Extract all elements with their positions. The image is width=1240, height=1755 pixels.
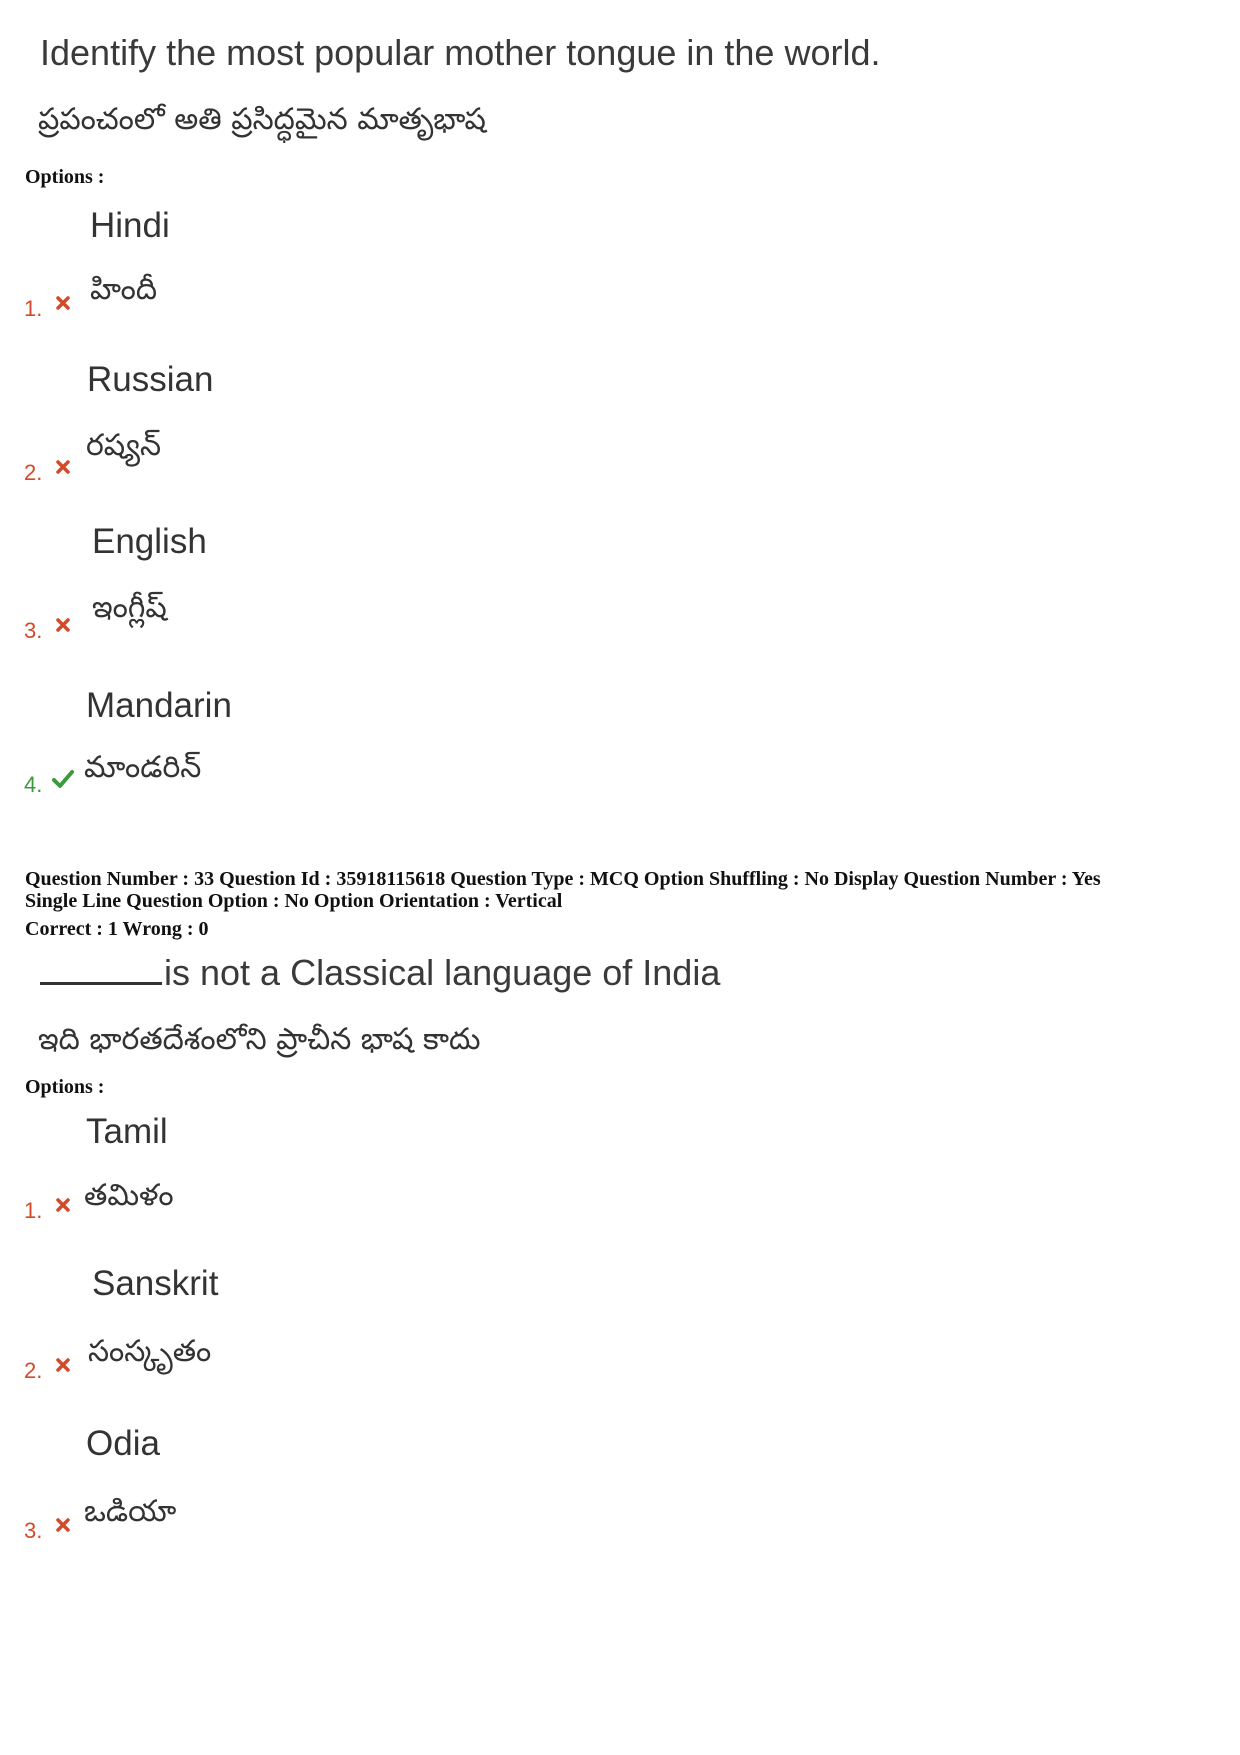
cross-icon [54,1356,72,1374]
question-meta-line1: Question Number : 33 Question Id : 35918115618 Question Type : MCQ Option Shuffling : No Display Question Number : Yes [25,868,1101,890]
question-text-en: Identify the most popular mother tongue in the world. [40,32,881,73]
option-text-te: రష్యన్ [86,428,161,463]
option-number: 3. [24,1518,43,1543]
options-label: Options : [25,1076,105,1098]
question-meta-line2: Single Line Question Option : No Option Orientation : Vertical [25,890,563,912]
question-meta-line3: Correct : 1 Wrong : 0 [25,918,209,940]
option-number: 1. [24,1198,43,1223]
cross-icon [54,458,72,476]
option-text-te: సంస్కృతం [88,1334,212,1369]
option-number: 2. [24,1358,43,1383]
option-text-en: Odia [86,1424,160,1463]
question-text-en [40,952,720,994]
option-text-en: English [92,522,207,561]
option-number: 2. [24,460,43,485]
option-number: 4. [24,772,43,797]
question-text-en-content: is not a Classical language of India [164,952,721,993]
cross-icon [54,294,72,312]
option-text-te: హిందీ [90,272,158,307]
cross-icon [54,1516,72,1534]
option-text-en: Tamil [86,1112,168,1151]
option-text-en: Russian [87,360,214,399]
answer-blank [40,954,162,985]
option-number: 3. [24,618,43,643]
option-text-en: Hindi [90,206,170,245]
check-icon [51,768,75,790]
option-text-te: మాండరిన్ [84,750,202,785]
option-text-en: Mandarin [86,686,232,725]
option-text-en: Sanskrit [92,1264,219,1303]
option-text-te: ఇంగ్లీష్ [92,590,167,625]
question-text-te: ప్రపంచంలో అతి ప్రసిద్ధమైన మాతృభాష [38,102,486,137]
cross-icon [54,616,72,634]
option-text-te: తమిళం [84,1178,174,1213]
cross-icon [54,1196,72,1214]
option-text-te: ఒడియా [84,1494,177,1529]
question-text-te: ఇది భారతదేశంలోని ప్రాచీన భాష కాదు [38,1022,481,1057]
option-number: 1. [24,296,43,321]
options-label: Options : [25,166,105,188]
